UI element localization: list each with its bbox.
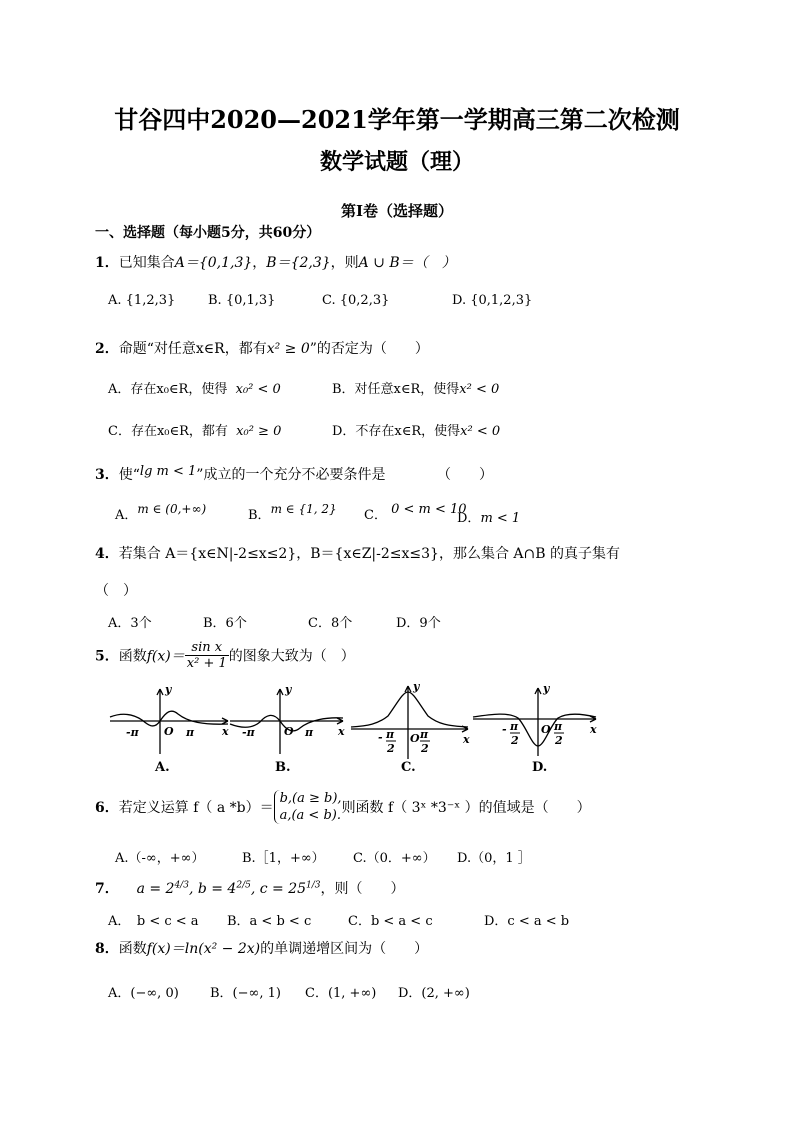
q7-option-d: D．c < a < b bbox=[484, 914, 570, 929]
graph-a-y-label: y bbox=[165, 684, 172, 696]
graph-c bbox=[351, 686, 468, 759]
question-number: 8． bbox=[95, 941, 119, 957]
q4-text: 若集合 A＝{x∈N|-2≤x≤2}，B＝{x∈Z|-2≤x≤3}，那么集合 A∩B 的真子集有 bbox=[118, 546, 620, 562]
question-3 bbox=[95, 464, 385, 484]
q5-fraction bbox=[185, 640, 229, 671]
question-8 bbox=[95, 938, 428, 958]
q3-option-a-text: A． bbox=[115, 508, 138, 523]
q6-piecewise bbox=[274, 790, 342, 824]
q3-option-b-math: m ∈ {1, 2} bbox=[270, 502, 337, 516]
q2-option-a-text: A．存在x₀∈R，使得 bbox=[108, 382, 228, 397]
section-heading: 一、选择题（每小题5分，共60分） bbox=[95, 225, 321, 241]
q1-set-b: B＝{2,3} bbox=[266, 255, 331, 271]
q7-post: ，则（ ） bbox=[320, 881, 405, 897]
q1-then: ，则 bbox=[330, 255, 359, 271]
q2-option-a bbox=[108, 378, 281, 397]
q4-option-a: A．3个 bbox=[108, 616, 152, 631]
graph-a bbox=[110, 689, 228, 754]
q8-option-d: D．(2, +∞) bbox=[398, 986, 470, 1001]
q2-option-b-math: x² < 0 bbox=[459, 382, 500, 397]
q6-post: 则函数 f（ 3ˣ *3⁻ˣ ）的值域是（ ） bbox=[341, 800, 591, 816]
q2-option-c-math: x₀² ≥ 0 bbox=[236, 424, 282, 439]
q7-c-exp: 1/3 bbox=[306, 880, 321, 891]
q4-option-d: D．9个 bbox=[396, 616, 441, 631]
q3-option-b-text: B． bbox=[248, 508, 271, 523]
graph-c-neg-pi-den: 2 bbox=[387, 742, 395, 755]
q6-option-c: C.（0．+∞） bbox=[353, 851, 436, 866]
question-number: 5． bbox=[95, 648, 119, 665]
q1-text: 已知集合 bbox=[118, 255, 175, 271]
q2-option-d bbox=[332, 420, 500, 439]
q3-pre: 使“ bbox=[118, 467, 140, 483]
graph-b-label: B. bbox=[275, 760, 291, 775]
q2-option-c bbox=[108, 420, 281, 439]
graph-a-origin: O bbox=[164, 725, 174, 738]
q3-option-b bbox=[248, 502, 337, 523]
q3-post: ”成立的一个充分不必要条件是 bbox=[196, 467, 386, 483]
q2-tail: ”的否定为（ ） bbox=[309, 341, 429, 357]
graph-d-y-label: y bbox=[543, 684, 550, 695]
graph-c-neg-pi-num: π bbox=[386, 728, 395, 741]
graph-d-label: D. bbox=[532, 760, 548, 775]
q5-fx: f(x)＝ bbox=[146, 648, 185, 665]
q8-text: 函数 bbox=[118, 941, 147, 957]
graph-a-neg-pi: -π bbox=[126, 726, 139, 739]
question-4 bbox=[95, 543, 620, 563]
graph-d bbox=[473, 688, 596, 756]
q7-a: a = 2 bbox=[136, 881, 175, 897]
volume-heading: 第Ⅰ卷（选择题） bbox=[340, 202, 454, 220]
q2-option-d-math: x² < 0 bbox=[460, 424, 501, 439]
q3-option-d-text: D． bbox=[457, 511, 481, 526]
graph-a-pi: π bbox=[186, 726, 195, 739]
graph-a-x-label: x bbox=[222, 725, 229, 738]
q3-option-a-math: m ∈ (0,+∞) bbox=[137, 502, 207, 516]
q1-option-a: A. {1,2,3} bbox=[108, 293, 176, 308]
q8-post: 的单调递增区间为（ ） bbox=[260, 941, 429, 957]
q5-text: 函数 bbox=[118, 648, 147, 665]
q6-option-b: B.［1，+∞） bbox=[242, 851, 325, 866]
graph-b-origin: O bbox=[284, 725, 294, 738]
q4-option-b: B．6个 bbox=[203, 616, 247, 631]
graph-c-pi-num: π bbox=[420, 728, 429, 741]
q6-case-1: b,(a ≥ b), bbox=[279, 791, 342, 806]
q8-option-a: A．(−∞, 0) bbox=[108, 986, 179, 1001]
graph-c-pi-den: 2 bbox=[421, 742, 429, 755]
q2-option-b-text: B．对任意x∈R，使得 bbox=[332, 382, 460, 397]
q3-paren: （ ） bbox=[437, 467, 493, 483]
question-number: 6． bbox=[95, 800, 119, 816]
q7-option-b: B．a < b < c bbox=[227, 914, 312, 929]
question-number: 1． bbox=[95, 255, 119, 271]
graph-b bbox=[230, 689, 343, 754]
q6-case-2: a,(a < b). bbox=[279, 808, 341, 823]
q2-option-a-math: x₀² < 0 bbox=[235, 382, 281, 397]
q5-denominator: x² + 1 bbox=[186, 656, 227, 671]
q2-text: 命题“对任意x∈R，都有 bbox=[118, 341, 267, 357]
q3-option-a bbox=[115, 502, 206, 523]
graph-c-minus: - bbox=[378, 731, 383, 744]
q2-expr: x² ≥ 0 bbox=[266, 341, 310, 357]
graph-b-neg-pi: -π bbox=[242, 726, 255, 739]
q8-expr: f(x)＝ln(x² − 2x) bbox=[146, 941, 261, 957]
q8-option-c: C．(1, +∞) bbox=[305, 986, 377, 1001]
q2-option-d-text: D．不存在x∈R，使得 bbox=[332, 424, 461, 439]
q8-option-b: B．(−∞, 1) bbox=[210, 986, 281, 1001]
graph-d-minus: - bbox=[502, 723, 507, 736]
question-number: 4． bbox=[95, 546, 119, 562]
question-number: 2． bbox=[95, 341, 119, 357]
question-number: 7． bbox=[95, 881, 119, 897]
graph-d-pi-den: 2 bbox=[555, 734, 563, 747]
q6-text: 若定义运算 f（ a *b）＝ bbox=[118, 800, 274, 816]
q5-post: 的图象大致为（ ） bbox=[228, 648, 355, 665]
q1-option-b: B. {0,1,3} bbox=[208, 293, 276, 308]
graph-b-y-label: y bbox=[285, 684, 292, 696]
graph-c-y-label: y bbox=[413, 684, 420, 693]
q4-option-c: C．8个 bbox=[308, 616, 353, 631]
q3-option-c-text: C． bbox=[364, 508, 387, 523]
q7-b-exp: 2/5 bbox=[236, 880, 251, 891]
q5-graphs bbox=[108, 684, 608, 759]
exam-subtitle: 数学试题（理） bbox=[319, 149, 474, 175]
q3-option-c bbox=[364, 502, 467, 523]
question-7 bbox=[95, 878, 405, 898]
q1-option-d: D. {0,1,2,3} bbox=[452, 293, 533, 308]
q4-paren: （ ） bbox=[95, 583, 137, 599]
graph-d-origin: O bbox=[541, 723, 551, 736]
q7-b: , b = 4 bbox=[188, 881, 237, 897]
q3-option-c-math: 0 < m < 10 bbox=[391, 502, 467, 517]
graph-d-pi-num: π bbox=[554, 720, 563, 733]
graph-d-neg-pi-den: 2 bbox=[511, 734, 519, 747]
q6-option-d: D.（0，1 ］ bbox=[457, 851, 531, 866]
q7-a-exp: 4/3 bbox=[174, 880, 189, 891]
q1-option-c: C. {0,2,3} bbox=[322, 293, 390, 308]
graph-c-label: C. bbox=[401, 760, 416, 775]
question-1 bbox=[95, 252, 456, 272]
q1-expr: A ∪ B＝（ ） bbox=[358, 255, 456, 271]
graph-d-x-label: x bbox=[590, 723, 597, 736]
q1-set-a: A＝{0,1,3} bbox=[174, 255, 253, 271]
q1-comma: ， bbox=[252, 255, 267, 271]
q7-option-a: A． b < c < a bbox=[108, 914, 199, 929]
graph-d-neg-pi-num: π bbox=[510, 720, 519, 733]
q7-option-c: C．b < a < c bbox=[348, 914, 433, 929]
q3-option-d-math: m < 1 bbox=[480, 511, 521, 526]
graph-c-x-label: x bbox=[463, 733, 470, 746]
question-number: 3． bbox=[95, 467, 119, 483]
graph-c-origin: O bbox=[410, 732, 420, 745]
graph-b-x-label: x bbox=[338, 725, 345, 738]
q3-expr: lg m < 1 bbox=[139, 464, 197, 479]
q2-option-c-text: C．存在x₀∈R，都有 bbox=[108, 424, 228, 439]
exam-title: 甘谷四中2020—2021学年第一学期高三第二次检测 bbox=[114, 105, 680, 134]
graph-b-pi: π bbox=[305, 726, 314, 739]
q5-numerator: sin x bbox=[185, 640, 229, 656]
question-6 bbox=[95, 790, 591, 824]
q3-option-d bbox=[457, 507, 520, 526]
q6-option-a: A.（-∞，+∞） bbox=[115, 851, 205, 866]
graph-a-label: A. bbox=[155, 760, 170, 775]
question-5 bbox=[95, 640, 355, 671]
q7-c: , c = 25 bbox=[250, 881, 307, 897]
question-2 bbox=[95, 338, 429, 358]
q2-option-b bbox=[332, 378, 499, 397]
